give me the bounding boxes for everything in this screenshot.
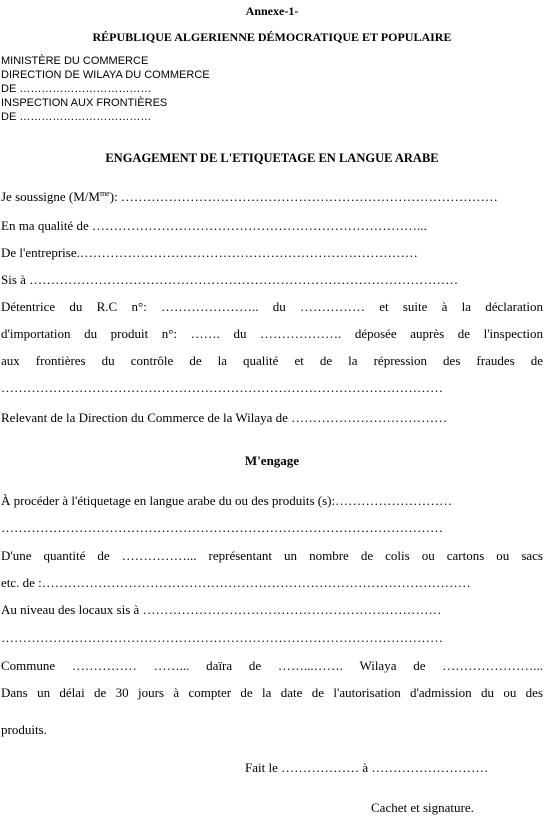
soussigne-prefix: Je soussigne (M/M	[1, 189, 100, 204]
annex-label: Annexe-1-	[245, 4, 299, 18]
text-frontieres: aux frontières du contrôle de la qualité et de la répression des fraudes de	[1, 353, 543, 368]
header-direction: DIRECTION DE WILAYA DU COMMERCE	[1, 69, 210, 81]
field-dots-locaux[interactable]: …………………………………………………………………………………………	[1, 630, 443, 645]
field-fait-le[interactable]: Fait le ……………… à ………………………	[245, 760, 489, 775]
field-locaux[interactable]: Au niveau des locaux sis à ……………………………………………………………	[1, 602, 442, 617]
field-importation[interactable]: d'importation du produit n°: ……. du ………………. déposée auprès de l'inspection	[1, 326, 543, 341]
field-soussigne[interactable]	[1, 189, 543, 205]
republic-title: RÉPUBLIQUE ALGERIENNE DÉMOCRATIQUE ET POPULAIRE	[92, 30, 452, 44]
header-ministry: MINISTÈRE DU COMMERCE	[1, 55, 149, 67]
header-inspection: INSPECTION AUX FRONTIÈRES	[1, 97, 168, 109]
field-proceder[interactable]: À procéder à l'étiquetage en langue arabe du ou des produits (s):………………………	[1, 493, 453, 508]
text-delai: Dans un délai de 30 jours à compter de la date de l'autorisation d'admission du ou des	[1, 685, 543, 700]
header-direction-of: DE ………………………………	[1, 83, 152, 95]
field-etc[interactable]: etc. de :………………………………………………………………………………………	[1, 575, 471, 590]
field-qualite[interactable]: En ma qualité de …………………………………………………………………...	[1, 218, 427, 233]
field-relevant[interactable]: Relevant de la Direction du Commerce de la Wilaya de ………………………………	[1, 410, 448, 425]
soussigne-sup: me	[99, 189, 110, 198]
mengage-heading: M'engage	[244, 453, 300, 468]
field-commune[interactable]: Commune …………… ……... daïra de ……...……. Wilaya de …………………...	[1, 658, 543, 673]
text-produits: produits.	[1, 722, 47, 737]
field-sis[interactable]: Sis à ………………………………………………………………………………………	[1, 272, 459, 287]
field-dots-produits[interactable]: …………………………………………………………………………………………	[1, 520, 443, 535]
soussigne-suffix: ): ……………………………………………………………………………	[109, 189, 498, 204]
field-entreprise[interactable]: De l'entreprise.……………………………………………………………………	[1, 245, 418, 260]
cachet-signature: Cachet et signature.	[371, 800, 474, 815]
form-title: ENGAGEMENT DE L'ETIQUETAGE EN LANGUE ARABE	[105, 151, 439, 165]
field-quantite[interactable]: D'une quantité de ……………... représentant un nombre de colis ou cartons ou sacs	[1, 548, 543, 563]
header-inspection-of: DE ………………………………	[1, 111, 152, 123]
field-dots-fraudes[interactable]: …………………………………………………………………………………………	[1, 380, 443, 395]
field-detentrice[interactable]: Détentrice du R.C n°: ………………….. du …………… et suite à la déclaration	[1, 299, 543, 314]
